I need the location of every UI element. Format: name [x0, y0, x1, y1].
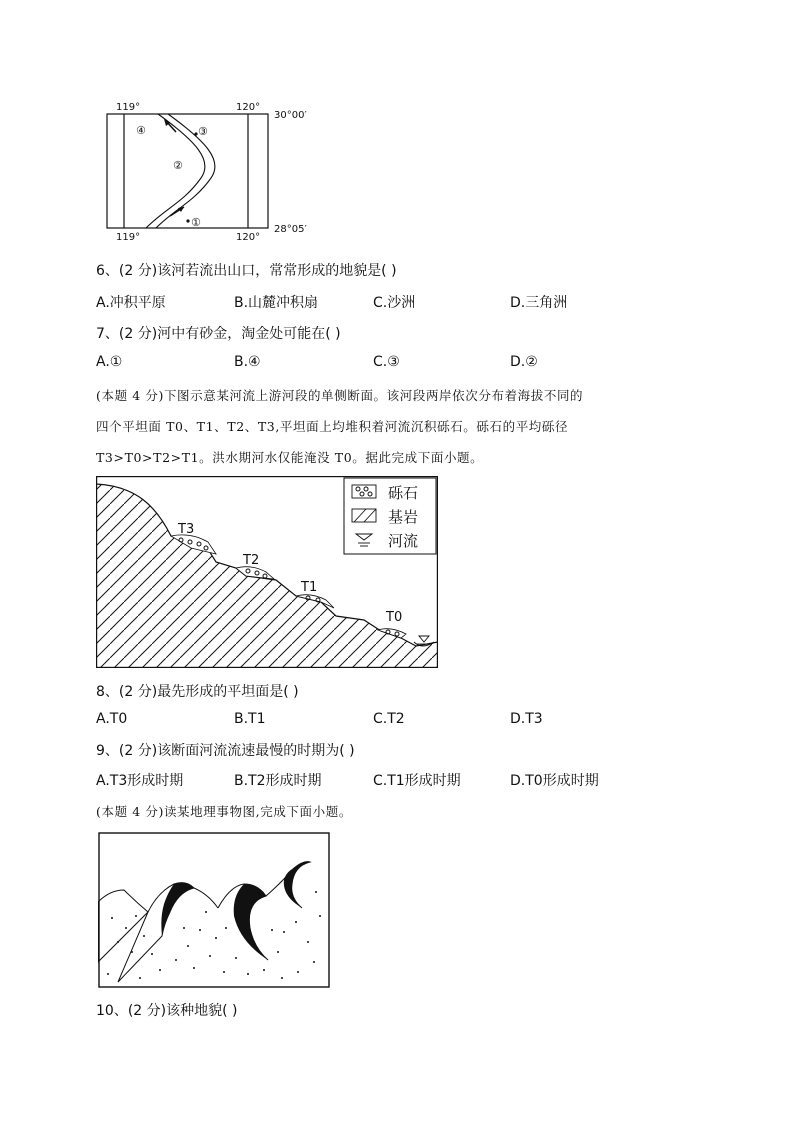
- intro1-line2: 四个平坦面 T0、T1、T2、T3,平坦面上均堆积着河流沉积砾石。砾石的平均砾径: [96, 419, 569, 434]
- terrace-t3-label: T3: [178, 522, 195, 537]
- map-top-right-lon: 120°: [236, 102, 261, 113]
- q6-option-d[interactable]: D.三角洲: [510, 295, 568, 311]
- map-marker-3: ③: [198, 125, 208, 138]
- q6-option-c[interactable]: C.沙洲: [373, 295, 416, 311]
- river-map-figure: [96, 96, 336, 246]
- intro1-line1: (本题 4 分)下图示意某河流上游河段的单侧断面。该河段两岸依次分布着海拔不同的: [96, 388, 584, 403]
- intro1-line3: T3>T0>T2>T1。洪水期河水仅能淹没 T0。据此完成下面小题。: [96, 450, 484, 465]
- map-bottom-right-lon: 120°: [236, 232, 261, 243]
- q7-option-d[interactable]: D.②: [510, 354, 538, 370]
- dune-svg: [98, 832, 330, 988]
- q9-option-d[interactable]: D.T0形成时期: [510, 773, 599, 789]
- q9-option-c[interactable]: C.T1形成时期: [373, 773, 461, 789]
- map-marker-1: ①: [191, 216, 201, 229]
- terrace-profile-figure: [96, 476, 438, 668]
- q9-stem: 9、(2 分)该断面河流流速最慢的时期为( ): [96, 743, 355, 759]
- q7-option-c[interactable]: C.③: [373, 354, 400, 370]
- terrace-profile-svg: [96, 476, 438, 668]
- q7-option-b[interactable]: B.④: [234, 354, 261, 370]
- dune-figure: [98, 832, 330, 988]
- terrace-t1-label: T1: [301, 580, 318, 595]
- q7-stem: 7、(2 分)河中有砂金，淘金处可能在( ): [96, 326, 341, 342]
- map-bottom-lat: 28°05′: [274, 224, 307, 235]
- q8-option-b[interactable]: B.T1: [234, 711, 266, 727]
- terrace-t2-label: T2: [243, 553, 260, 568]
- q8-stem: 8、(2 分)最先形成的平坦面是( ): [96, 684, 299, 700]
- q8-option-c[interactable]: C.T2: [373, 711, 405, 727]
- q6-option-a[interactable]: A.冲积平原: [96, 295, 166, 311]
- map-bottom-left-lon: 119°: [116, 232, 141, 243]
- q9-option-b[interactable]: B.T2形成时期: [234, 773, 322, 789]
- q7-option-a[interactable]: A.①: [96, 354, 123, 370]
- terrace-t0-label: T0: [386, 610, 403, 625]
- q6-option-b[interactable]: B.山麓冲积扇: [234, 295, 319, 311]
- q8-option-a[interactable]: A.T0: [96, 711, 128, 727]
- q8-option-d[interactable]: D.T3: [510, 711, 543, 727]
- legend-river-label: 河流: [388, 532, 419, 550]
- intro2-text: (本题 4 分)读某地理事物图,完成下面小题。: [96, 804, 352, 819]
- map-marker-4: ④: [136, 124, 146, 137]
- map-top-left-lon: 119°: [116, 102, 141, 113]
- map-marker-2: ②: [173, 159, 183, 172]
- legend-gravel-label: 砾石: [388, 484, 419, 502]
- q6-stem: 6、(2 分)该河若流出山口，常常形成的地貌是( ): [96, 263, 397, 279]
- legend-bedrock-label: 基岩: [388, 508, 419, 526]
- map-top-lat: 30°00′: [274, 110, 307, 121]
- q10-stem: 10、(2 分)该种地貌( ): [96, 1003, 238, 1019]
- q9-option-a[interactable]: A.T3形成时期: [96, 773, 184, 789]
